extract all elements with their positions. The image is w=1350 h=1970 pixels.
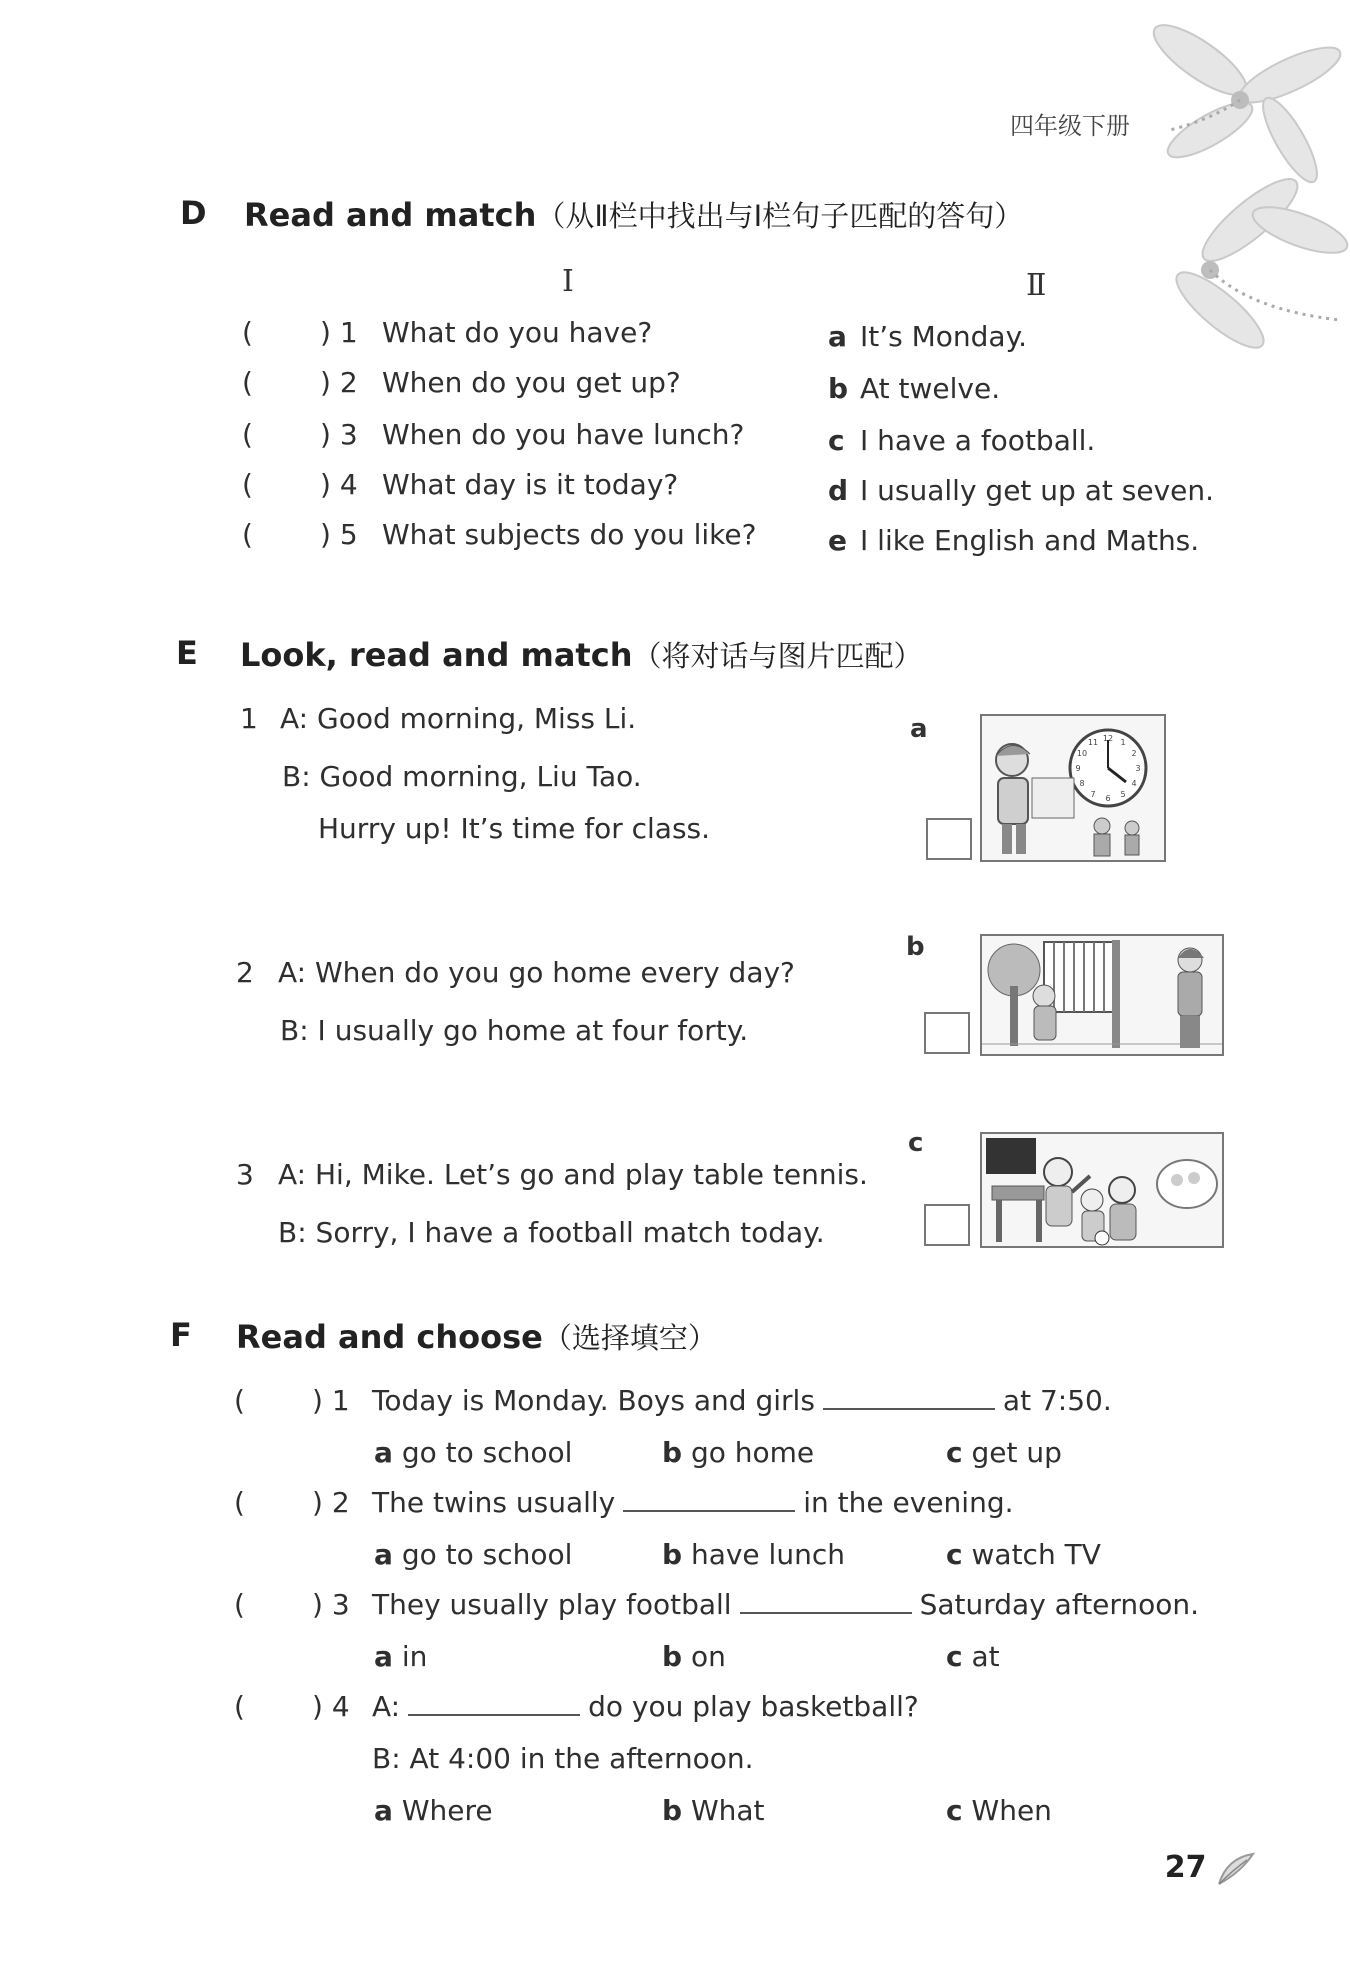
section-e-title-en: Look, read and match [240,636,633,674]
choice-text: When [971,1794,1052,1827]
sentence-after: do you play basketball? [588,1690,919,1723]
question-text: When do you have lunch? [382,418,745,451]
clock-numeral: 2 [1131,749,1137,758]
fill-in-blank[interactable] [823,1386,995,1410]
section-f-letter: F [170,1316,192,1354]
answer-letter: d [828,474,849,507]
answer-text: It’s Monday. [860,320,1028,353]
choice-option[interactable] [374,1436,572,1469]
picture-c-classroom-kids [980,1132,1224,1248]
answer-letter: c [828,424,845,457]
choice-option[interactable] [946,1640,1000,1673]
answer-paren-open: ( [242,468,253,501]
answer-letter: b [828,372,849,405]
choice-option[interactable] [662,1538,845,1571]
clock-numeral: 1 [1120,738,1126,747]
question-number: ) 2 [320,366,358,399]
choice-text: get up [971,1436,1062,1469]
choice-text: watch TV [971,1538,1101,1571]
section-d-letter: D [180,194,207,232]
choice-letter: b [662,1538,683,1571]
answer-paren-open: ( [234,1384,245,1417]
column-ii-header: Ⅱ [1026,268,1047,303]
answer-text: I like English and Maths. [860,524,1200,557]
sentence-after: at 7:50. [1002,1384,1112,1417]
question-number: ) 3 [320,418,358,451]
question-sentence [372,1690,919,1723]
clock-numeral: 7 [1090,790,1096,799]
choice-letter: b [662,1640,683,1673]
picture-b-letter: b [906,932,925,962]
dialogue-line: B: Sorry, I have a football match today. [278,1216,825,1249]
question-number: ) 5 [320,518,358,551]
clock-numeral: 12 [1102,734,1114,743]
answer-paren-open: ( [234,1486,245,1519]
dialogue-line: B: Good morning, Liu Tao. [282,760,642,793]
page-number-text: 27 [1164,1850,1207,1885]
answer-paren-open: ( [242,418,253,451]
choice-option[interactable] [946,1436,1062,1469]
choice-letter: a [374,1436,393,1469]
choice-option[interactable] [374,1794,493,1827]
fill-in-blank[interactable] [623,1488,795,1512]
choice-text: have lunch [690,1538,845,1571]
question-sentence [372,1588,1199,1621]
answer-text: At twelve. [860,372,1001,405]
picture-b-school-gate [980,934,1224,1056]
clock-numeral: 4 [1131,779,1137,788]
answer-text: I usually get up at seven. [860,474,1215,507]
clock-numeral: 6 [1105,794,1111,803]
answer-paren-open: ( [234,1690,245,1723]
sentence-before: The twins usually [372,1486,616,1519]
fill-in-blank[interactable] [408,1692,580,1716]
fill-in-blank[interactable] [740,1590,912,1614]
section-e-letter: E [176,634,198,672]
picture-a-boy-and-clock [980,714,1166,862]
answer-paren-open: ( [234,1588,245,1621]
page-number [1165,1850,1255,1886]
section-f-title [236,1316,717,1357]
question-number: ) 1 [312,1384,350,1417]
choice-text: at [971,1640,1000,1673]
picture-c-letter: c [908,1128,924,1158]
answer-text: I have a football. [860,424,1096,457]
choice-option[interactable] [662,1640,726,1673]
dialogue-line: A: Good morning, Miss Li. [280,702,637,735]
choice-option[interactable] [374,1538,572,1571]
choice-text: on [690,1640,726,1673]
choice-text: go to school [401,1436,573,1469]
question-number: ) 3 [312,1588,350,1621]
clock-numeral: 11 [1087,738,1099,747]
clock-numeral: 8 [1079,779,1085,788]
answer-letter: e [828,524,847,557]
dialogue-line: Hurry up! It’s time for class. [318,812,711,845]
question-number: ) 2 [312,1486,350,1519]
question-sentence [372,1384,1112,1417]
question-sentence [372,1486,1014,1519]
choice-text: Where [401,1794,493,1827]
choice-letter: a [374,1794,393,1827]
picture-a-answer-box[interactable] [926,818,972,860]
choice-text: go home [690,1436,815,1469]
picture-c-answer-box[interactable] [924,1204,970,1246]
question-text: What subjects do you like? [382,518,757,551]
dialogue-number: 1 [240,702,258,735]
column-i-header: Ⅰ [562,264,574,299]
question-number: ) 4 [312,1690,350,1723]
choice-option[interactable] [946,1538,1101,1571]
section-f-title-en: Read and choose [236,1318,543,1356]
question-text: When do you get up? [382,366,681,399]
section-d-title [244,194,1023,235]
dialogue-number: 2 [236,956,254,989]
leaf-icon [1217,1852,1255,1886]
sentence-after: Saturday afternoon. [919,1588,1200,1621]
choice-option[interactable] [946,1794,1052,1827]
choice-letter: c [946,1436,963,1469]
choice-text: What [690,1794,765,1827]
dragonfly-decoration-icon [1140,20,1350,380]
clock-numeral: 5 [1120,790,1126,799]
section-d-title-en: Read and match [244,196,537,234]
section-e-subtitle: （将对话与图片匹配） [632,639,923,673]
choice-letter: a [374,1538,393,1571]
section-e-title [240,634,922,675]
sentence-before: A: [372,1690,401,1723]
question-reply-line: B: At 4:00 in the afternoon. [372,1742,754,1775]
grade-label: 四年级下册 [1010,112,1130,140]
dialogue-number: 3 [236,1158,254,1191]
question-text: What day is it today? [382,468,679,501]
sentence-before: They usually play football [372,1588,732,1621]
choice-letter: c [946,1794,963,1827]
section-f-subtitle: （选择填空） [542,1321,717,1355]
dialogue-line: B: I usually go home at four forty. [280,1014,749,1047]
dialogue-line: A: When do you go home every day? [278,956,795,989]
choice-letter: a [374,1640,393,1673]
question-number: ) 1 [320,316,358,349]
clock-numeral: 10 [1076,749,1088,758]
choice-option[interactable] [662,1436,814,1469]
answer-paren-open: ( [242,316,253,349]
choice-letter: c [946,1640,963,1673]
answer-letter: a [828,320,847,353]
picture-b-answer-box[interactable] [924,1012,970,1054]
question-text: What do you have? [382,316,653,349]
sentence-before: Today is Monday. Boys and girls [372,1384,815,1417]
choice-text: go to school [401,1538,573,1571]
choice-letter: b [662,1436,683,1469]
clock-numeral: 3 [1135,764,1141,773]
question-number: ) 4 [320,468,358,501]
picture-a-letter: a [910,714,928,744]
choice-letter: b [662,1794,683,1827]
sentence-after: in the evening. [803,1486,1014,1519]
section-d-subtitle: （从Ⅱ栏中找出与Ⅰ栏句子匹配的答句） [536,199,1024,233]
choice-option[interactable] [662,1794,765,1827]
choice-option[interactable] [374,1640,427,1673]
clock-numeral: 9 [1075,764,1081,773]
dialogue-line: A: Hi, Mike. Let’s go and play table tennis. [278,1158,868,1191]
choice-text: in [401,1640,428,1673]
answer-paren-open: ( [242,518,253,551]
answer-paren-open: ( [242,366,253,399]
choice-letter: c [946,1538,963,1571]
